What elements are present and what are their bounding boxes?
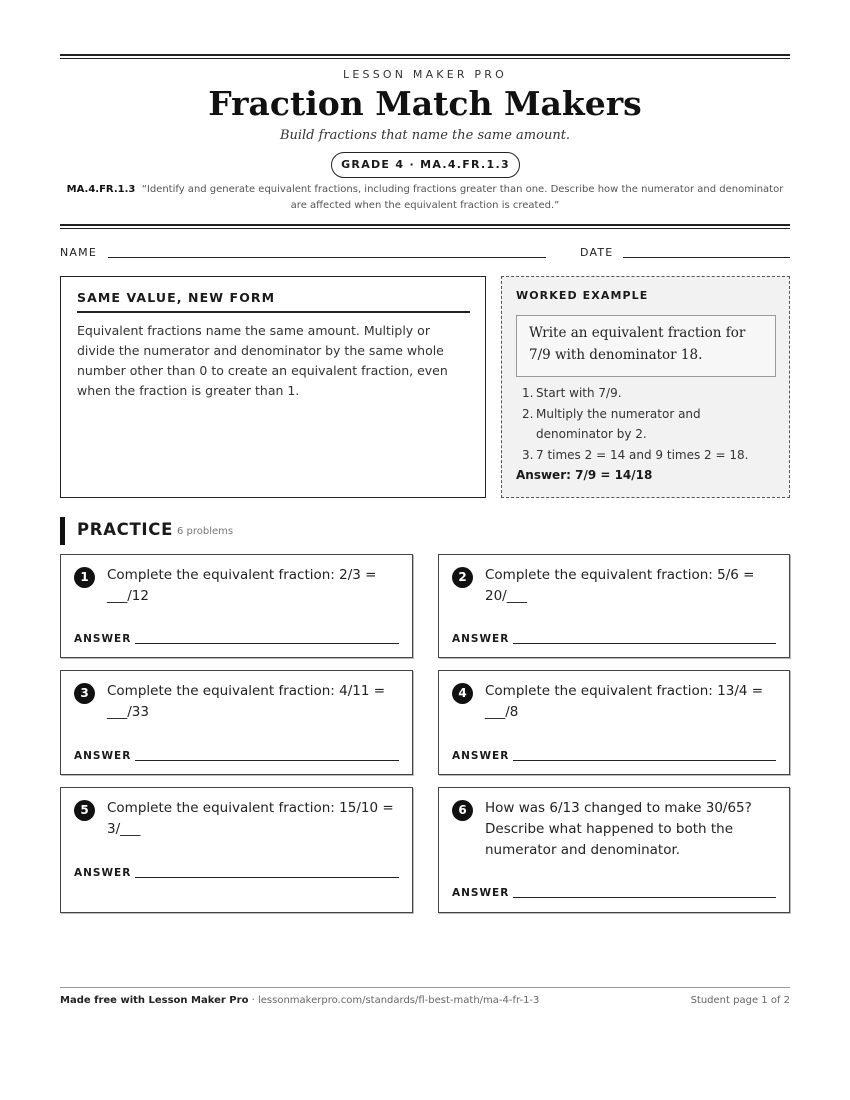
worked-example-steps	[516, 383, 775, 465]
answer-field-1[interactable]	[135, 643, 399, 644]
date-field[interactable]	[623, 257, 790, 258]
answer-field-4[interactable]	[513, 760, 776, 761]
problem-card-6	[438, 787, 790, 913]
name-label: NAME	[60, 246, 97, 259]
problem-number-badge: 4	[452, 683, 473, 704]
problem-card-1	[60, 554, 413, 658]
practice-title: PRACTICE	[77, 520, 174, 539]
problem-card-3	[60, 670, 413, 775]
answer-label: ANSWER	[74, 750, 132, 762]
problem-card-5	[60, 787, 413, 913]
standard-code: MA.4.FR.1.3	[66, 184, 136, 195]
page-subtitle: Build fractions that name the same amount.	[279, 128, 571, 143]
problem-prompt: Complete the equivalent fraction: 15/10 = 3/___	[107, 800, 394, 837]
footer-rule	[60, 987, 790, 988]
problem-card-4	[438, 670, 790, 775]
name-field[interactable]	[108, 257, 546, 258]
header-bottom-rule	[60, 224, 790, 229]
concept-box	[60, 276, 486, 498]
answer-field-5[interactable]	[135, 877, 399, 878]
answer-label: ANSWER	[452, 633, 510, 645]
problem-prompt: Complete the equivalent fraction: 13/4 = ___/8	[485, 683, 764, 720]
problem-number-badge: 5	[74, 800, 95, 821]
page-title: Fraction Match Makers	[208, 84, 642, 123]
footer-page-number: Student page 1 of 2	[690, 995, 790, 1006]
practice-count: 6 problems	[177, 526, 234, 537]
concept-title: SAME VALUE, NEW FORM	[77, 290, 470, 313]
problem-number-badge: 2	[452, 567, 473, 588]
worked-example-step: 1. Start with 7/9.	[522, 386, 622, 400]
problem-prompt: Complete the equivalent fraction: 4/11 = ___/33	[107, 683, 386, 720]
worked-example-box	[501, 276, 790, 498]
problem-number-badge: 6	[452, 800, 473, 821]
footer-made-with: Made free with Lesson Maker Pro	[60, 995, 249, 1006]
answer-label: ANSWER	[74, 633, 132, 645]
problem-prompt: Complete the equivalent fraction: 2/3 = ___/12	[107, 567, 377, 604]
standard-text: “Identify and generate equivalent fractions, including fractions greater than one. Describe how the numerator and denominator are affected when the equivalent fraction is created.”	[141, 184, 784, 211]
problem-number-badge: 3	[74, 683, 95, 704]
worked-example-step: 2. Multiply the numerator and denominator by 2.	[522, 406, 701, 441]
header-top-rule	[60, 54, 790, 59]
footer-link[interactable]: · lessonmakerpro.com/standards/fl-best-math/ma-4-fr-1-3	[251, 995, 540, 1006]
worked-example-answer: Answer: 7/9 = 14/18	[516, 468, 653, 482]
worked-example-step: 3. 7 times 2 = 14 and 9 times 2 = 18.	[522, 447, 749, 462]
worked-example-prompt: Write an equivalent fraction for 7/9 with denominator 18.	[516, 315, 776, 377]
standard-statement	[62, 182, 788, 214]
problem-prompt: How was 6/13 changed to make 30/65? Describe what happened to both the numerator and denominator.	[485, 800, 752, 858]
worked-example-title: WORKED EXAMPLE	[516, 289, 649, 302]
answer-field-6[interactable]	[513, 897, 776, 898]
answer-field-3[interactable]	[135, 760, 399, 761]
problem-number-badge: 1	[74, 567, 95, 588]
date-label: DATE	[580, 246, 614, 259]
answer-label: ANSWER	[452, 750, 510, 762]
problem-card-2	[438, 554, 790, 658]
concept-body: Equivalent fractions name the same amount. Multiply or divide the numerator and denominator by the same whole number other than 0 to create an equivalent fraction, even when the fraction is greater than 1.	[77, 323, 448, 398]
answer-label: ANSWER	[74, 867, 132, 879]
problem-prompt: Complete the equivalent fraction: 5/6 = 20/___	[485, 567, 755, 604]
answer-field-2[interactable]	[513, 643, 776, 644]
footer-credit	[60, 995, 539, 1006]
brand-name: LESSON MAKER PRO	[343, 68, 507, 81]
grade-badge: GRADE 4 · MA.4.FR.1.3	[331, 152, 520, 178]
answer-label: ANSWER	[452, 887, 510, 899]
practice-accent-bar	[60, 517, 65, 545]
